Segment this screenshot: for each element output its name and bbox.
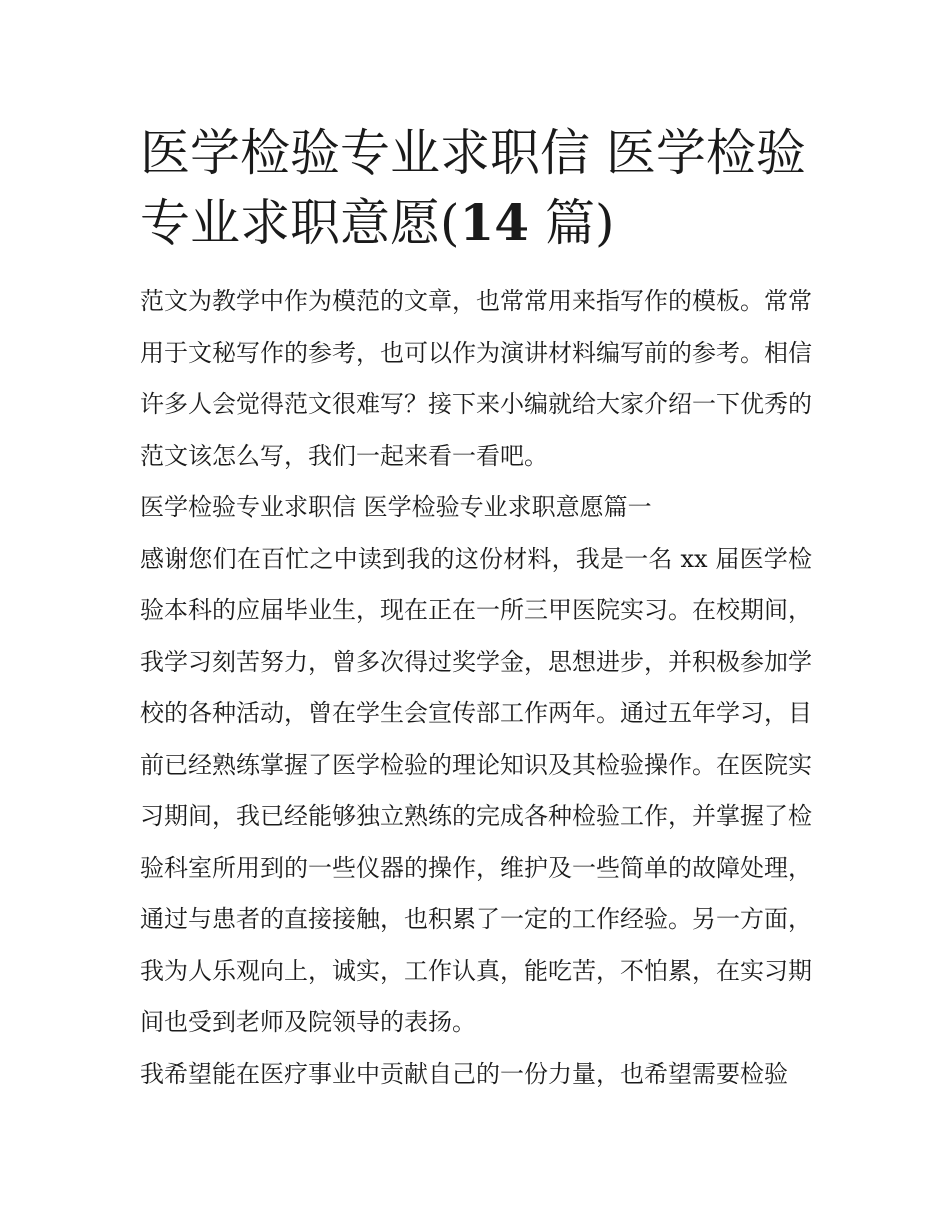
- body-paragraph: 我希望能在医疗事业中贡献自己的一份力量，也希望需要检验: [140, 1059, 788, 1088]
- document-title: [140, 118, 820, 258]
- title-text: 医学检验专业求职信 医学检验专业求职意愿(: [140, 124, 806, 252]
- document-body: [140, 276, 812, 1100]
- title-count: 14: [459, 193, 530, 252]
- section-heading: 医学检验专业求职信 医学检验专业求职意愿篇一: [140, 493, 652, 521]
- body-paragraph: 感谢您们在百忙之中读到我的这份材料，我是一名 xx 届医学检验本科的应届毕业生，现在正在一所三甲医院实习。在校期间，我学习刻苦努力，曾多次得过奖学金，思想进步，并积极参加学校的各种活动，曾在学生会宣传部工作两年。通过五年学习，目前已经熟练掌握了医学检验的理论知识及其检验操作。在医院实习期间，我已经能够独立熟练的完成各种检验工作，并掌握了检验科室所用到的一些仪器的操作，维护及一些简单的故障处理，通过与患者的直接接触，也积累了一定的工作经验。另一方面，我为人乐观向上，诚实，工作认真，能吃苦，不怕累，在实习期间也受到老师及院领导的表扬。: [140, 544, 812, 1036]
- intro-paragraph: 范文为教学中作为模范的文章，也常常用来指写作的模板。常常用于文秘写作的参考，也可以作为演讲材料编写前的参考。相信许多人会觉得范文很难写？接下来小编就给大家介绍一下优秀的范文该怎么写，我们一起来看一看吧。: [140, 287, 812, 470]
- title-suffix: 篇): [529, 194, 615, 252]
